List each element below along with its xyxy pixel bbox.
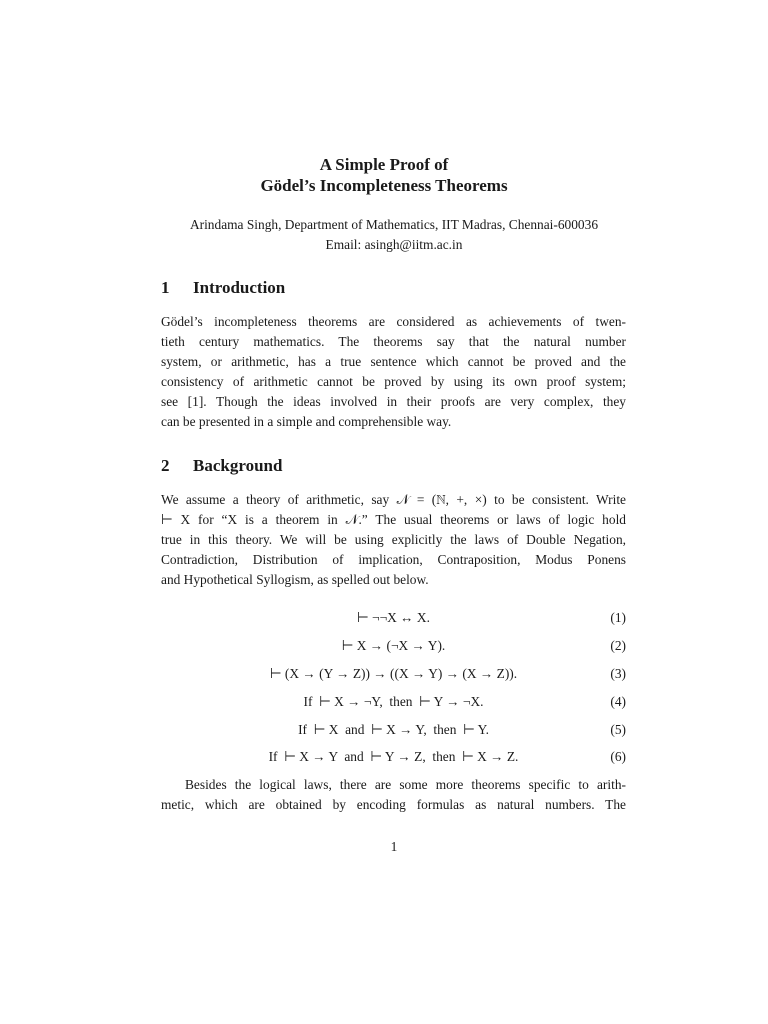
- introduction-paragraph: [161, 312, 626, 432]
- equation-number: (4): [610, 694, 626, 709]
- section-title: Background: [193, 456, 283, 475]
- paragraph-line: consistency of arithmetic cannot be proved by using its own proof system;: [161, 374, 626, 389]
- paragraph-line: Gödel’s incompleteness theorems are considered as achievements of twen-: [161, 314, 626, 329]
- paragraph-line: see [1]. Though the ideas involved in their proofs are very complex, they: [161, 394, 626, 409]
- author-block: [0, 215, 768, 255]
- paragraph-line: ⊢ X for “X is a theorem in 𝒩.” The usual theorems or laws of logic hold: [161, 512, 626, 527]
- paragraph-line: true in this theory. We will be using explicitly the laws of Double Negation,: [161, 532, 626, 547]
- equation-2: [161, 636, 626, 656]
- paragraph-line: system, or arithmetic, has a true sentence which cannot be proved and the: [161, 354, 626, 369]
- background-paragraph: [161, 490, 626, 590]
- paragraph-line: Contradiction, Distribution of implication, Contraposition, Modus Ponens: [161, 552, 626, 567]
- section-number: 1: [161, 278, 170, 297]
- equation-4: [161, 692, 626, 712]
- equation-formula: ⊢ (X → (Y → Z)) → ((X → Y) → (X → Z)).: [269, 666, 518, 681]
- paragraph-line: can be presented in a simple and comprehensible way.: [161, 414, 452, 429]
- title-line-2: Gödel’s Incompleteness Theorems: [260, 176, 508, 195]
- equation-formula: If ⊢ X and ⊢ X → Y, then ⊢ Y.: [298, 722, 489, 737]
- equation-number: (2): [610, 638, 626, 653]
- equation-3: [161, 664, 626, 684]
- paragraph-line: tieth century mathematics. The theorems say that the natural number: [161, 334, 626, 349]
- section-title: Introduction: [193, 278, 286, 297]
- paragraph-line: and Hypothetical Syllogism, as spelled out below.: [161, 572, 429, 587]
- section-number: 2: [161, 456, 170, 475]
- section-heading-background: [161, 456, 282, 476]
- equation-number: (5): [610, 722, 626, 737]
- page-number: 1: [390, 839, 398, 854]
- author-email: Email: asingh@iitm.ac.in: [325, 237, 463, 252]
- equation-1: [161, 608, 626, 628]
- equation-number: (6): [610, 749, 626, 764]
- author-affiliation: Arindama Singh, Department of Mathematics, IIT Madras, Chennai-600036: [189, 217, 599, 232]
- equation-formula: If ⊢ X → Y and ⊢ Y → Z, then ⊢ X → Z.: [268, 749, 519, 764]
- title-line-1: A Simple Proof of: [319, 155, 449, 174]
- equation-formula: ⊢ ¬¬X ↔ X.: [357, 610, 430, 625]
- equation-formula: ⊢ X → (¬X → Y).: [341, 638, 446, 653]
- equation-5: [161, 720, 626, 740]
- equation-number: (3): [610, 666, 626, 681]
- equation-number: (1): [610, 610, 626, 625]
- paragraph-line: We assume a theory of arithmetic, say 𝒩 = (ℕ, +, ×) to be consistent. Write: [161, 492, 626, 507]
- paragraph-line: Besides the logical laws, there are some more theorems specific to arith-: [185, 777, 626, 792]
- equation-formula: If ⊢ X → ¬Y, then ⊢ Y → ¬X.: [303, 694, 484, 709]
- paper-title: [0, 154, 768, 196]
- equation-6: [161, 747, 626, 767]
- closing-paragraph: [161, 775, 626, 815]
- section-heading-introduction: [161, 278, 285, 298]
- paragraph-line: metic, which are obtained by encoding formulas as natural numbers. The: [161, 797, 626, 812]
